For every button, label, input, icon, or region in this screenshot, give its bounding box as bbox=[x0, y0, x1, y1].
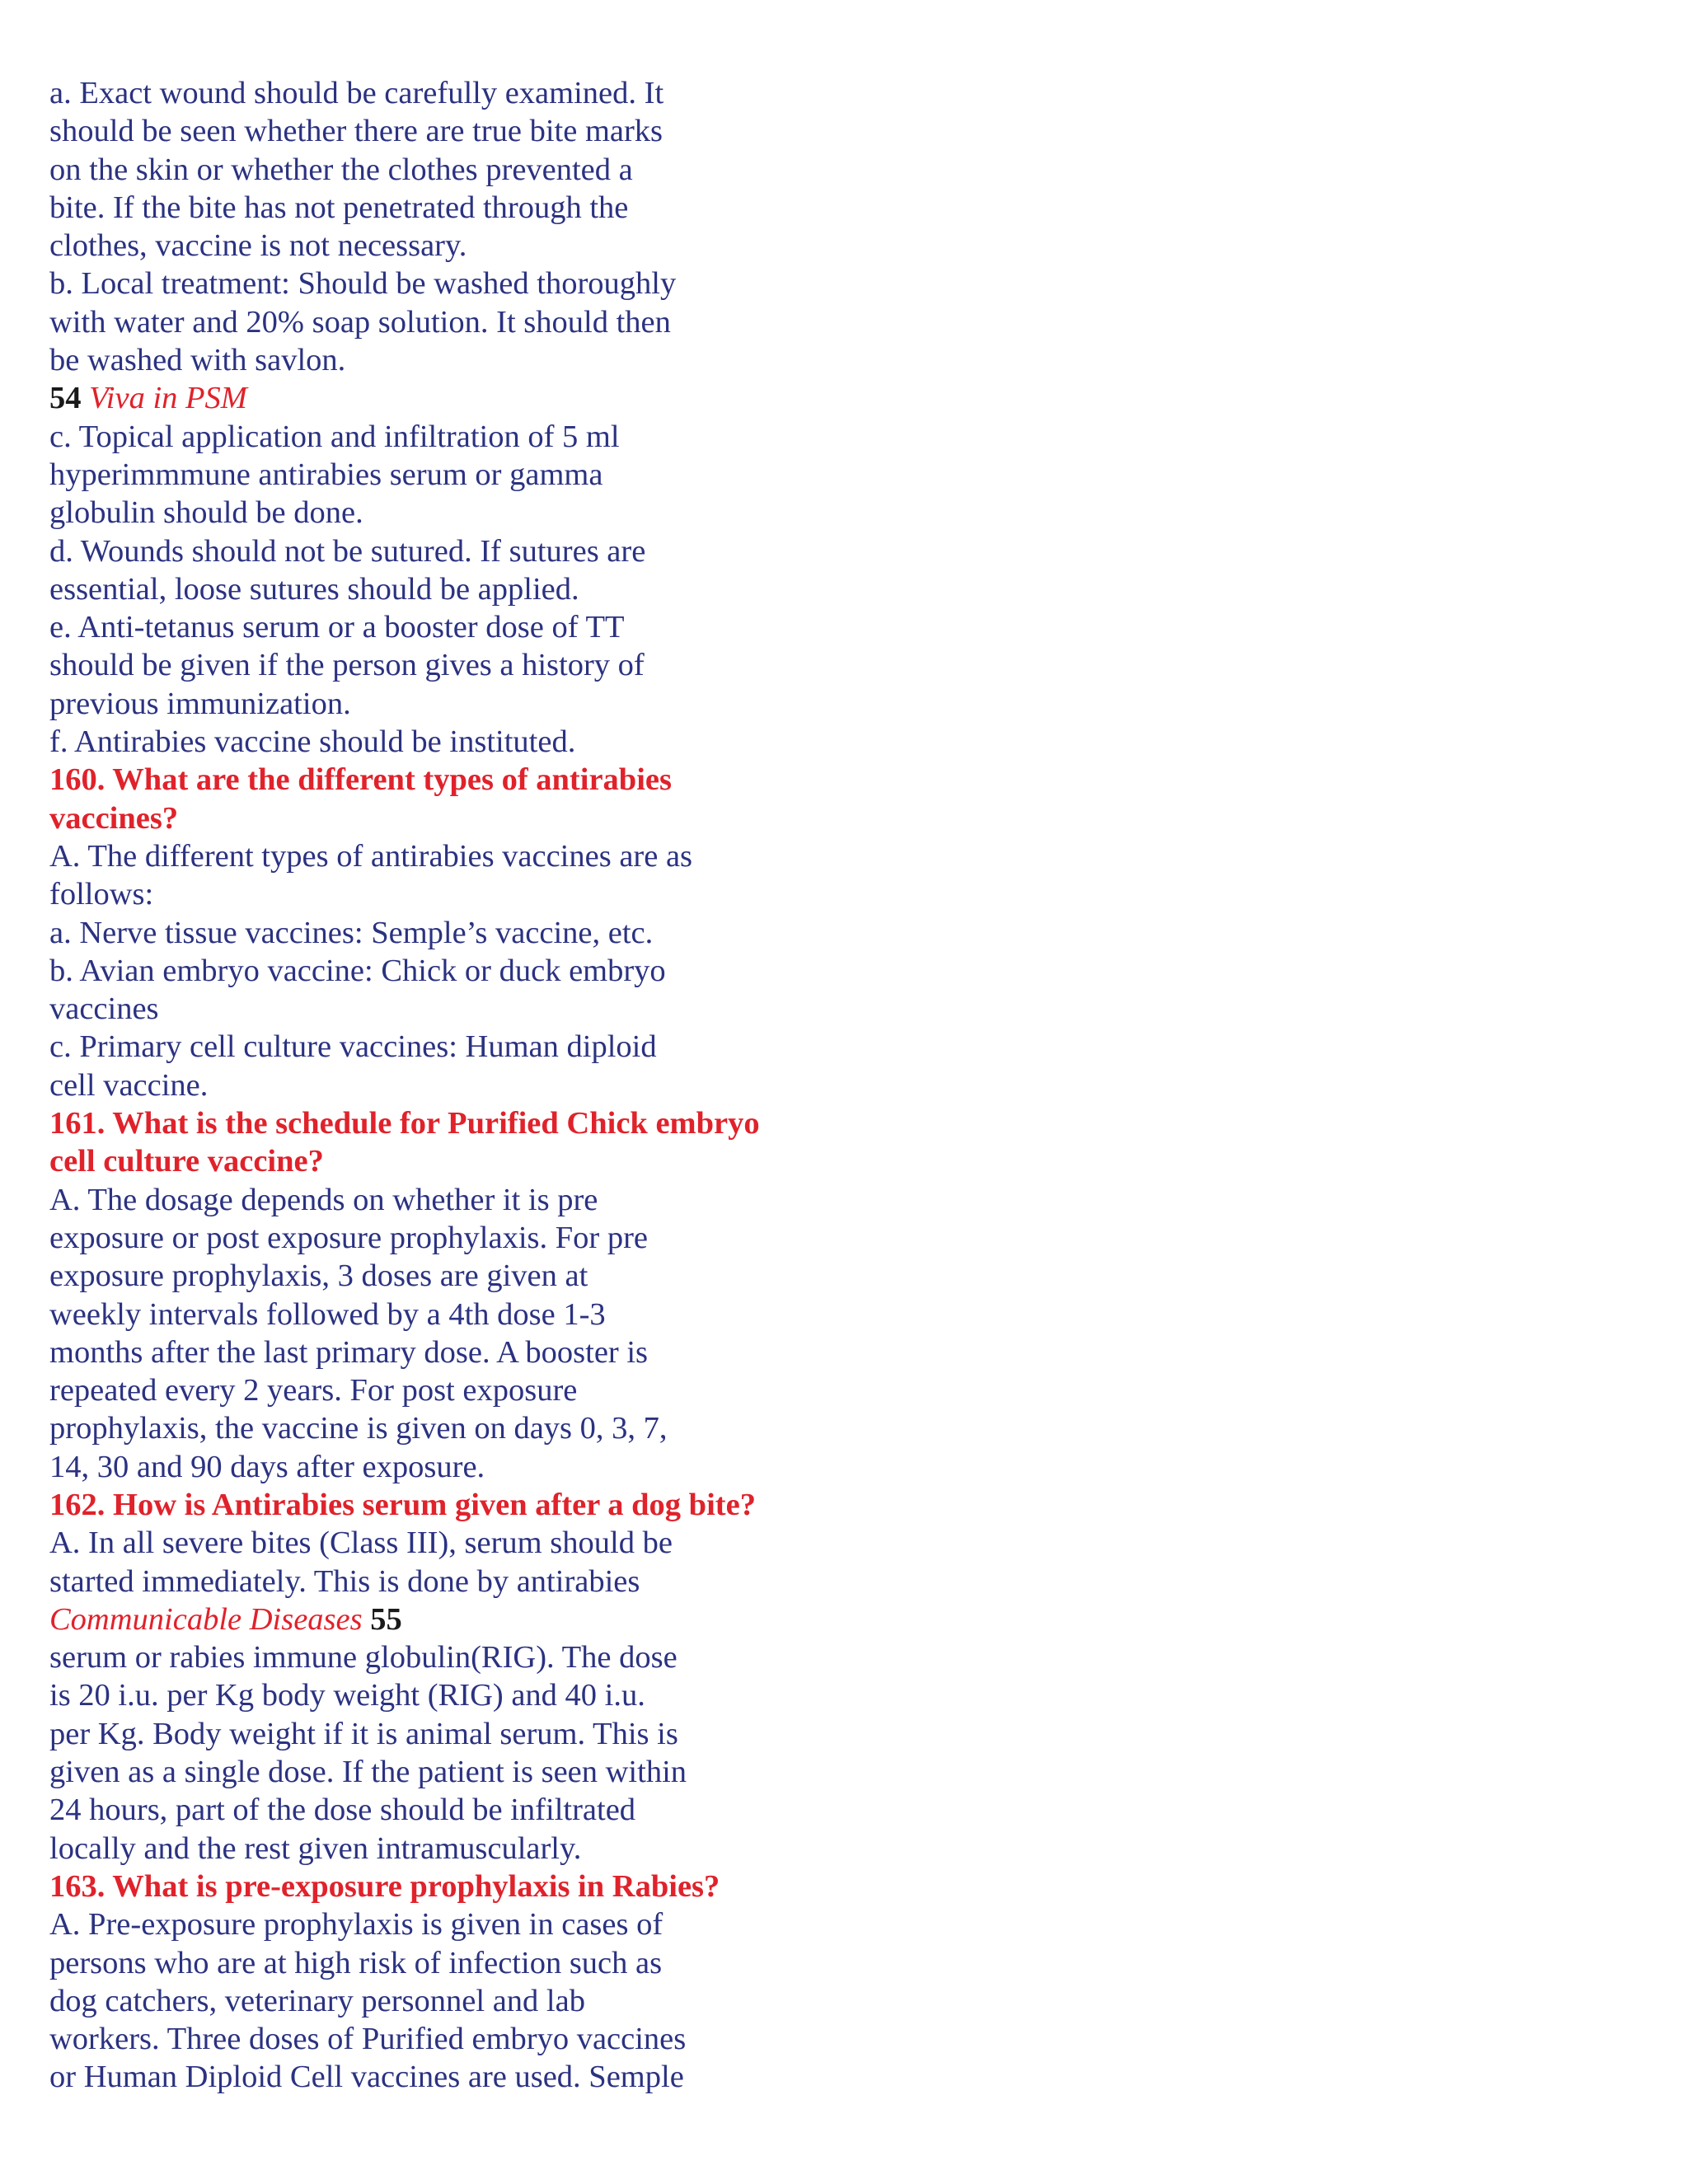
text-line: should be given if the person gives a history of bbox=[49, 648, 645, 683]
question-heading: 160. What are the different types of antirabies bbox=[49, 762, 672, 798]
paragraph-wound-care-continued bbox=[49, 418, 890, 762]
text-line: should be seen whether there are true bite marks bbox=[49, 114, 663, 149]
question-heading: cell culture vaccine? bbox=[49, 1144, 324, 1179]
text-line: c. Topical application and infiltration of 5 ml bbox=[49, 419, 620, 454]
question-heading: 161. What is the schedule for Purified Chick embryo bbox=[49, 1106, 760, 1141]
text-line: e. Anti-tetanus serum or a booster dose of TT bbox=[49, 610, 625, 645]
answer-line: c. Primary cell culture vaccines: Human diploid bbox=[49, 1029, 657, 1065]
answer-line: A. The different types of antirabies vaccines are as bbox=[49, 838, 693, 874]
question-162 bbox=[49, 1486, 890, 1868]
answer-line: is 20 i.u. per Kg body weight (RIG) and 40 i.u. bbox=[49, 1678, 645, 1713]
page-number: 55 bbox=[370, 1601, 402, 1637]
answer-line: dog catchers, veterinary personnel and lab bbox=[49, 1983, 585, 2018]
text-line: f. Antirabies vaccine should be instituted. bbox=[49, 724, 576, 760]
answer-line: locally and the rest given intramuscularly. bbox=[49, 1830, 582, 1866]
text-line: hyperimmmune antirabies serum or gamma bbox=[49, 457, 603, 492]
answer-line: a. Nerve tissue vaccines: Semple’s vaccine, etc. bbox=[49, 915, 654, 950]
document-page bbox=[49, 74, 890, 2097]
answer-line: given as a single dose. If the patient is seen within bbox=[49, 1755, 687, 1790]
answer-line: b. Avian embryo vaccine: Chick or duck embryo bbox=[49, 953, 666, 988]
text-line: bite. If the bite has not penetrated through the bbox=[49, 190, 629, 225]
answer-line: 24 hours, part of the dose should be infiltrated bbox=[49, 1793, 636, 1828]
answer-line: repeated every 2 years. For post exposure bbox=[49, 1373, 578, 1408]
answer-line: per Kg. Body weight if it is animal serum. This is bbox=[49, 1716, 678, 1751]
answer-line: A. Pre-exposure prophylaxis is given in cases of bbox=[49, 1907, 663, 1943]
question-161 bbox=[49, 1104, 890, 1486]
question-heading: vaccines? bbox=[49, 800, 179, 836]
question-heading: 163. What is pre-exposure prophylaxis in Rabies? bbox=[49, 1868, 720, 1904]
text-line: be washed with savlon. bbox=[49, 343, 346, 378]
text-line: d. Wounds should not be sutured. If sutures are bbox=[49, 533, 646, 569]
paragraph-wound-care bbox=[49, 74, 890, 379]
answer-line: prophylaxis, the vaccine is given on days 0, 3, 7, bbox=[49, 1411, 668, 1446]
answer-line: follows: bbox=[49, 877, 154, 912]
page-number: 54 bbox=[49, 381, 82, 416]
answer-line: cell vaccine. bbox=[49, 1067, 209, 1103]
answer-line: persons who are at high risk of infection such as bbox=[49, 1945, 663, 1980]
answer-line: weekly intervals followed by a 4th dose 1-3 bbox=[49, 1296, 606, 1332]
text-line: globulin should be done. bbox=[49, 495, 363, 531]
question-heading: 162. How is Antirabies serum given after a dog bite? bbox=[49, 1487, 756, 1522]
answer-line: 14, 30 and 90 days after exposure. bbox=[49, 1449, 485, 1484]
question-160 bbox=[49, 761, 890, 1104]
chapter-title: Communicable Diseases bbox=[49, 1601, 363, 1637]
answer-line: started immediately. This is done by antirabies bbox=[49, 1563, 640, 1599]
text-line: a. Exact wound should be carefully examined. It bbox=[49, 76, 664, 110]
answer-line: serum or rabies immune globulin(RIG). The dose bbox=[49, 1640, 678, 1675]
text-line: clothes, vaccine is not necessary. bbox=[49, 228, 467, 264]
answer-line: exposure prophylaxis, 3 doses are given at bbox=[49, 1258, 588, 1294]
answer-line: months after the last primary dose. A booster is bbox=[49, 1334, 649, 1370]
answer-line: A. The dosage depends on whether it is pre bbox=[49, 1182, 598, 1217]
answer-line: vaccines bbox=[49, 991, 159, 1027]
running-header-mid bbox=[49, 1601, 890, 1638]
answer-line: exposure or post exposure prophylaxis. For pre bbox=[49, 1220, 649, 1255]
book-title: Viva in PSM bbox=[89, 381, 247, 416]
running-header-top bbox=[49, 379, 890, 417]
text-line: b. Local treatment: Should be washed thoroughly bbox=[49, 266, 677, 302]
text-line: on the skin or whether the clothes prevented a bbox=[49, 152, 633, 187]
question-163 bbox=[49, 1868, 890, 2097]
text-line: previous immunization. bbox=[49, 686, 351, 721]
answer-line: or Human Diploid Cell vaccines are used. Semple bbox=[49, 2060, 684, 2095]
answer-line: A. In all severe bites (Class III), serum should be bbox=[49, 1526, 673, 1561]
answer-line: workers. Three doses of Purified embryo vaccines bbox=[49, 2022, 687, 2057]
text-line: with water and 20% soap solution. It should then bbox=[49, 304, 671, 340]
text-line: essential, loose sutures should be applied. bbox=[49, 571, 579, 607]
